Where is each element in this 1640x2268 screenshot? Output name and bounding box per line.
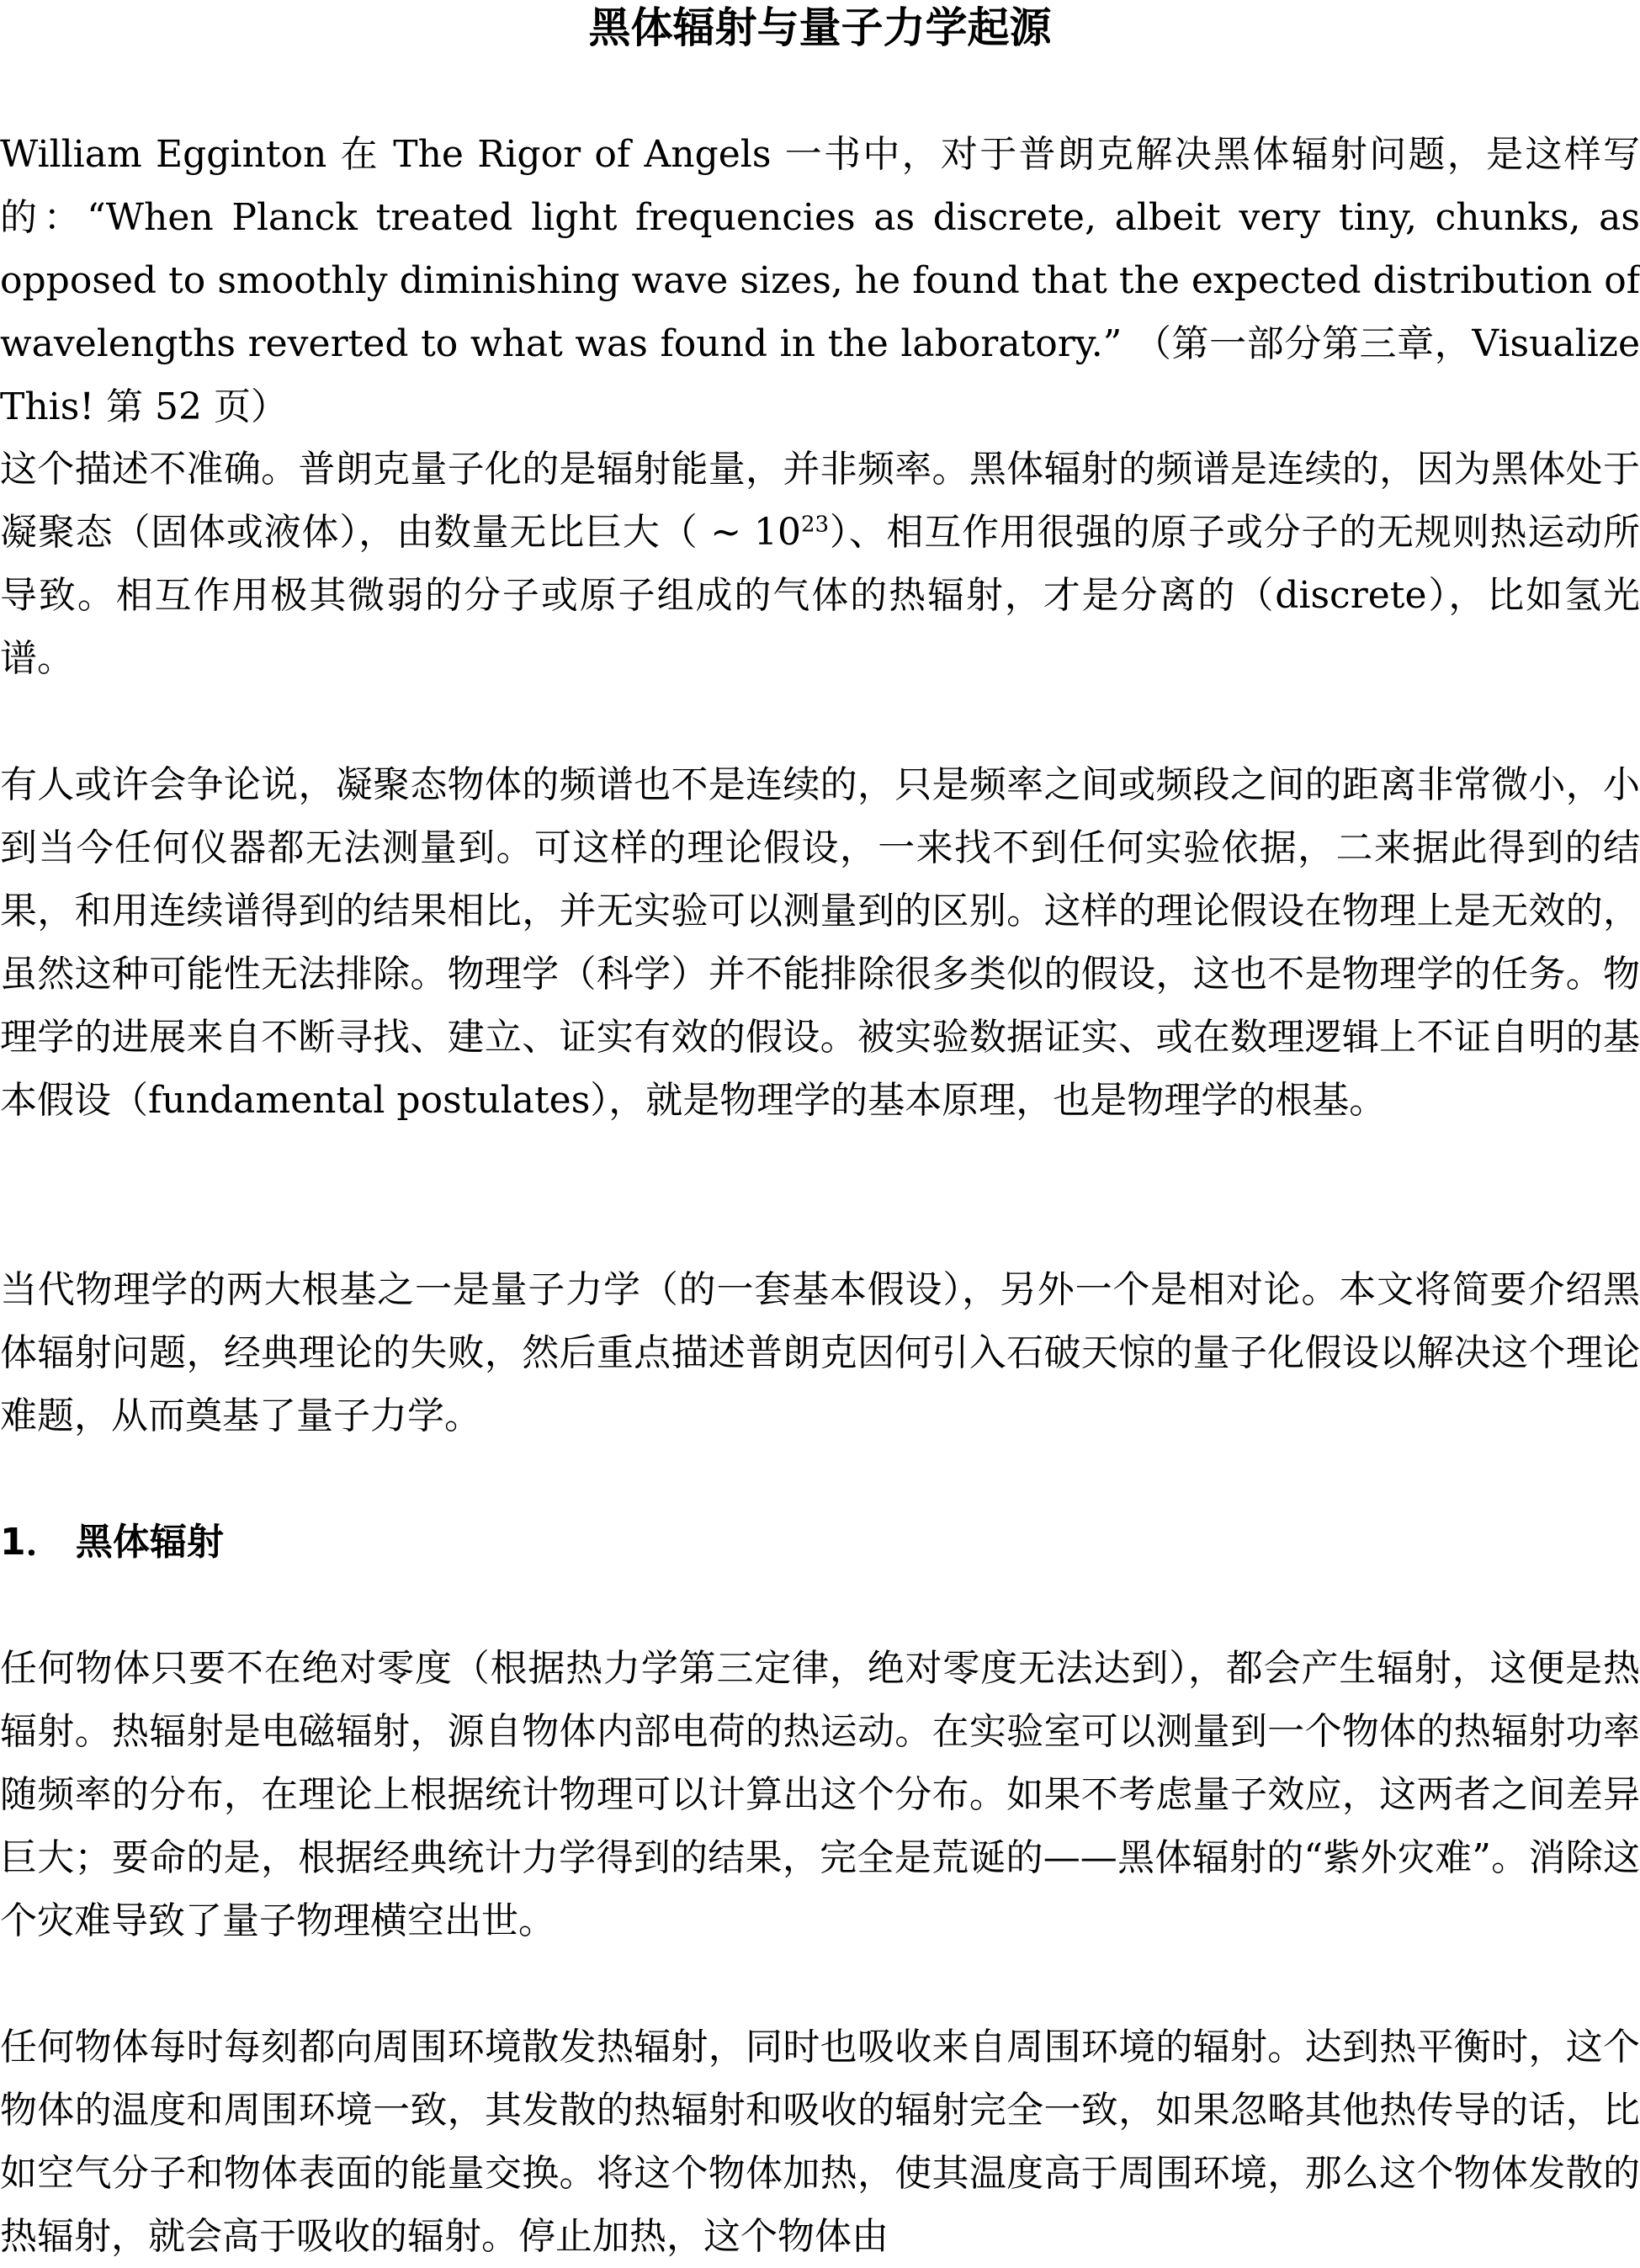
paragraph-text: 这个描述不准确。普朗克量子化的是辐射能量，并非频率。黑体辐射的频谱是连续的，因为黑体处于凝聚态（固体或液体），由数量无比巨大（ ~ 10 xyxy=(0,448,1640,554)
document-title: 黑体辐射与量子力学起源 xyxy=(588,3,1052,52)
superscript-exponent: 23 xyxy=(800,512,830,538)
paragraph-hypothesis: 有人或许会争论说，凝聚态物体的频谱也不是连续的，只是频率之间或频段之间的距离非常微小，小到当今任何仪器都无法测量到。可这样的理论假设，一来找不到任何实验依据，二来据此得到的结果，和用连续谱得到的结果相比，并无实验可以测量到的区别。这样的理论假设在物理上是无效的，虽然这种可能性无法排除。物理学（科学）并不能排除很多类似的假设，这也不是物理学的任务。物理学的进展来自不断寻找、建立、证实有效的假设。被实验数据证实、或在数理逻辑上不证自明的基本假设（fundamental postulates），就是物理学的基本原理，也是物理学的根基。 xyxy=(0,763,1640,1122)
paragraph-overview: 当代物理学的两大根基之一是量子力学（的一套基本假设），另外一个是相对论。本文将简要介绍黑体辐射问题，经典理论的失败，然后重点描述普朗克因何引入石破天惊的量子化假设以解决这个理论难题，从而奠基了量子力学。 xyxy=(0,1268,1640,1437)
paragraph-intro-quote: William Egginton 在 The Rigor of Angels 一书中，对于普朗克解决黑体辐射问题，是这样写的：“When Planck treated light frequencies as discrete, albeit very tiny, chunks, as opposed to smoothly diminishing wave sizes, he found that the expected distribution of wavelengths reverted to what was found in the laboratory.” （第一部分第三章，Visualize This! 第 52 页） xyxy=(0,133,1640,428)
paragraph-equilibrium: 任何物体每时每刻都向周围环境散发热辐射，同时也吸收来自周围环境的辐射。达到热平衡时，这个物体的温度和周围环境一致，其发散的热辐射和吸收的辐射完全一致，如果忽略其他热传导的话，比如空气分子和物体表面的能量交换。将这个物体加热，使其温度高于周围环境，那么这个物体发散的热辐射，就会高于吸收的辐射。停止加热，这个物体由 xyxy=(0,2026,1640,2258)
paragraph-thermal-radiation: 任何物体只要不在绝对零度（根据热力学第三定律，绝对零度无法达到），都会产生辐射，这便是热辐射。热辐射是电磁辐射，源自物体内部电荷的热运动。在实验室可以测量到一个物体的热辐射功率随频率的分布，在理论上根据统计物理可以计算出这个分布。如果不考虑量子效应，这两者之间差异巨大；要命的是，根据经典统计力学得到的结果，完全是荒诞的——黑体辐射的“紫外灾难”。消除这个灾难导致了量子物理横空出世。 xyxy=(0,1647,1640,1942)
section-heading: 1． 黑体辐射 xyxy=(0,1521,224,1564)
paragraph-correction xyxy=(0,438,1640,690)
paragraph-text: ）、相互作用很强的原子或分子的无规则热运动所导致。相互作用极其微弱的分子或原子组成的气体的热辐射，才是分离的（discrete），比如氢光谱。 xyxy=(0,511,1640,680)
